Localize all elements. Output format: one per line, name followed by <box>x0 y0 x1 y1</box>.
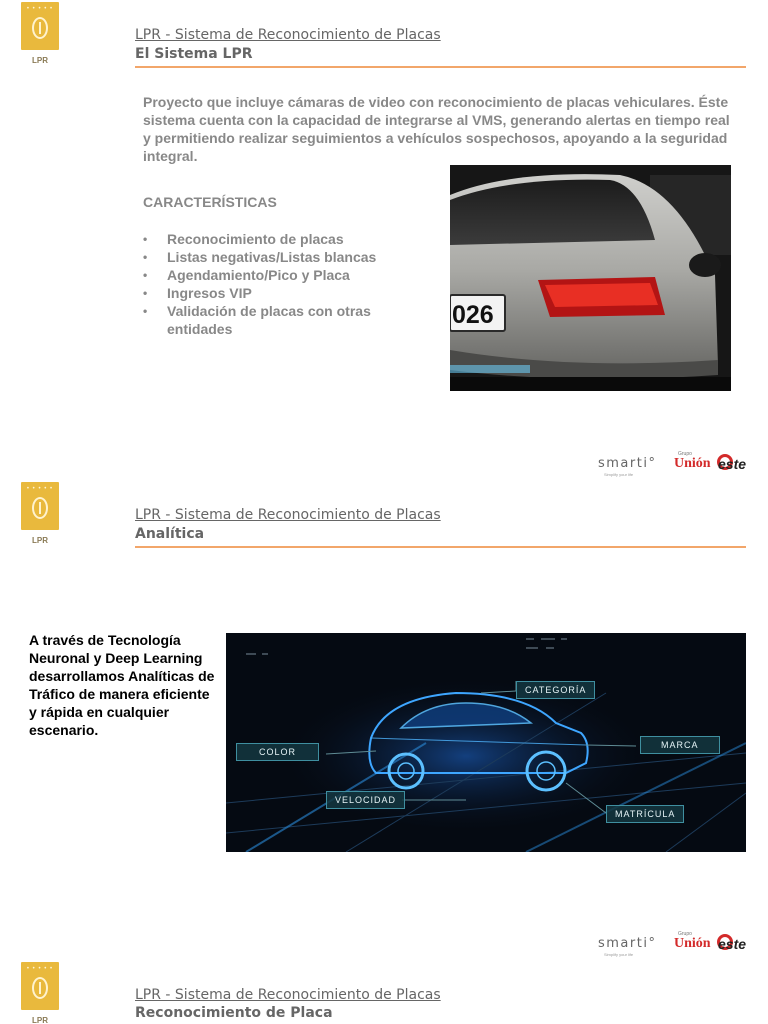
lpr-emblem-icon: • • • • • <box>21 2 59 50</box>
logo-label: LPR <box>32 56 48 65</box>
car-rear-photo <box>450 165 731 391</box>
slide-subtitle: El Sistema LPR <box>135 46 253 62</box>
license-plate-text: 026 <box>452 301 494 329</box>
partner-logos <box>598 931 763 957</box>
union-logo-top: Grupo <box>678 451 692 457</box>
lpr-emblem-icon: • • • • • <box>21 962 59 1010</box>
tag-velocidad: VELOCIDAD <box>326 791 405 809</box>
header-divider <box>135 66 746 68</box>
lpr-logo <box>21 2 59 65</box>
este-logo: este <box>718 456 747 472</box>
slide-subtitle: Reconocimiento de Placa <box>135 1005 333 1021</box>
logo-label: LPR <box>32 1016 48 1024</box>
slide-el-sistema-lpr <box>0 0 768 480</box>
list-item: • Ingresos VIP <box>143 284 438 302</box>
header-title: LPR - Sistema de Reconocimiento de Placas <box>135 987 441 1003</box>
lpr-emblem-icon: • • • • • <box>21 482 59 530</box>
lpr-logo <box>21 962 59 1024</box>
logo-label: LPR <box>32 536 48 545</box>
smarti-tagline: Simplify your life <box>604 472 634 477</box>
header-title: LPR - Sistema de Reconocimiento de Placas <box>135 507 441 523</box>
smarti-logo: smarti° <box>598 456 657 471</box>
slide-subtitle: Analítica <box>135 526 205 542</box>
header-title: LPR - Sistema de Reconocimiento de Placas <box>135 27 441 43</box>
partner-logos <box>598 451 763 477</box>
features-heading: CARACTERÍSTICAS <box>143 194 277 210</box>
smarti-tagline: Simplify your life <box>604 952 634 957</box>
header-divider <box>135 546 746 548</box>
union-logo: Unión <box>674 936 711 951</box>
lpr-logo <box>21 482 59 545</box>
tag-marca: MARCA <box>640 736 720 754</box>
analytics-paragraph: A través de Tecnología Neuronal y Deep Learning desarrollamos Analíticas de Tráfico de manera eficiente y rápida en cualquier escenario. <box>29 632 215 738</box>
list-item: • Reconocimiento de placas <box>143 230 438 248</box>
tag-categoria: CATEGORÍA <box>516 681 595 699</box>
tag-color: COLOR <box>236 743 319 761</box>
smarti-logo: smarti° <box>598 936 657 951</box>
list-item: • Listas negativas/Listas blancas <box>143 248 438 266</box>
tag-matricula: MATRÍCULA <box>606 805 684 823</box>
car-rear-illustration <box>450 165 731 391</box>
list-item: • Validación de placas con otras entidades <box>143 302 438 338</box>
union-logo: Unión <box>674 456 711 471</box>
union-logo-top: Grupo <box>678 931 692 937</box>
intro-paragraph: Proyecto que incluye cámaras de video con reconocimiento de placas vehiculares. Éste sistema cuenta con la capacidad de integrarse al VMS, generando alertas en tiempo real y permitiendo realizar seguimientos a vehículos sospechosos, apoyando a la seguridad integral. <box>143 94 730 164</box>
vehicle-analytics-image <box>226 633 746 852</box>
list-item: • Agendamiento/Pico y Placa <box>143 266 438 284</box>
este-logo: este <box>718 936 747 952</box>
features-list <box>143 230 438 338</box>
